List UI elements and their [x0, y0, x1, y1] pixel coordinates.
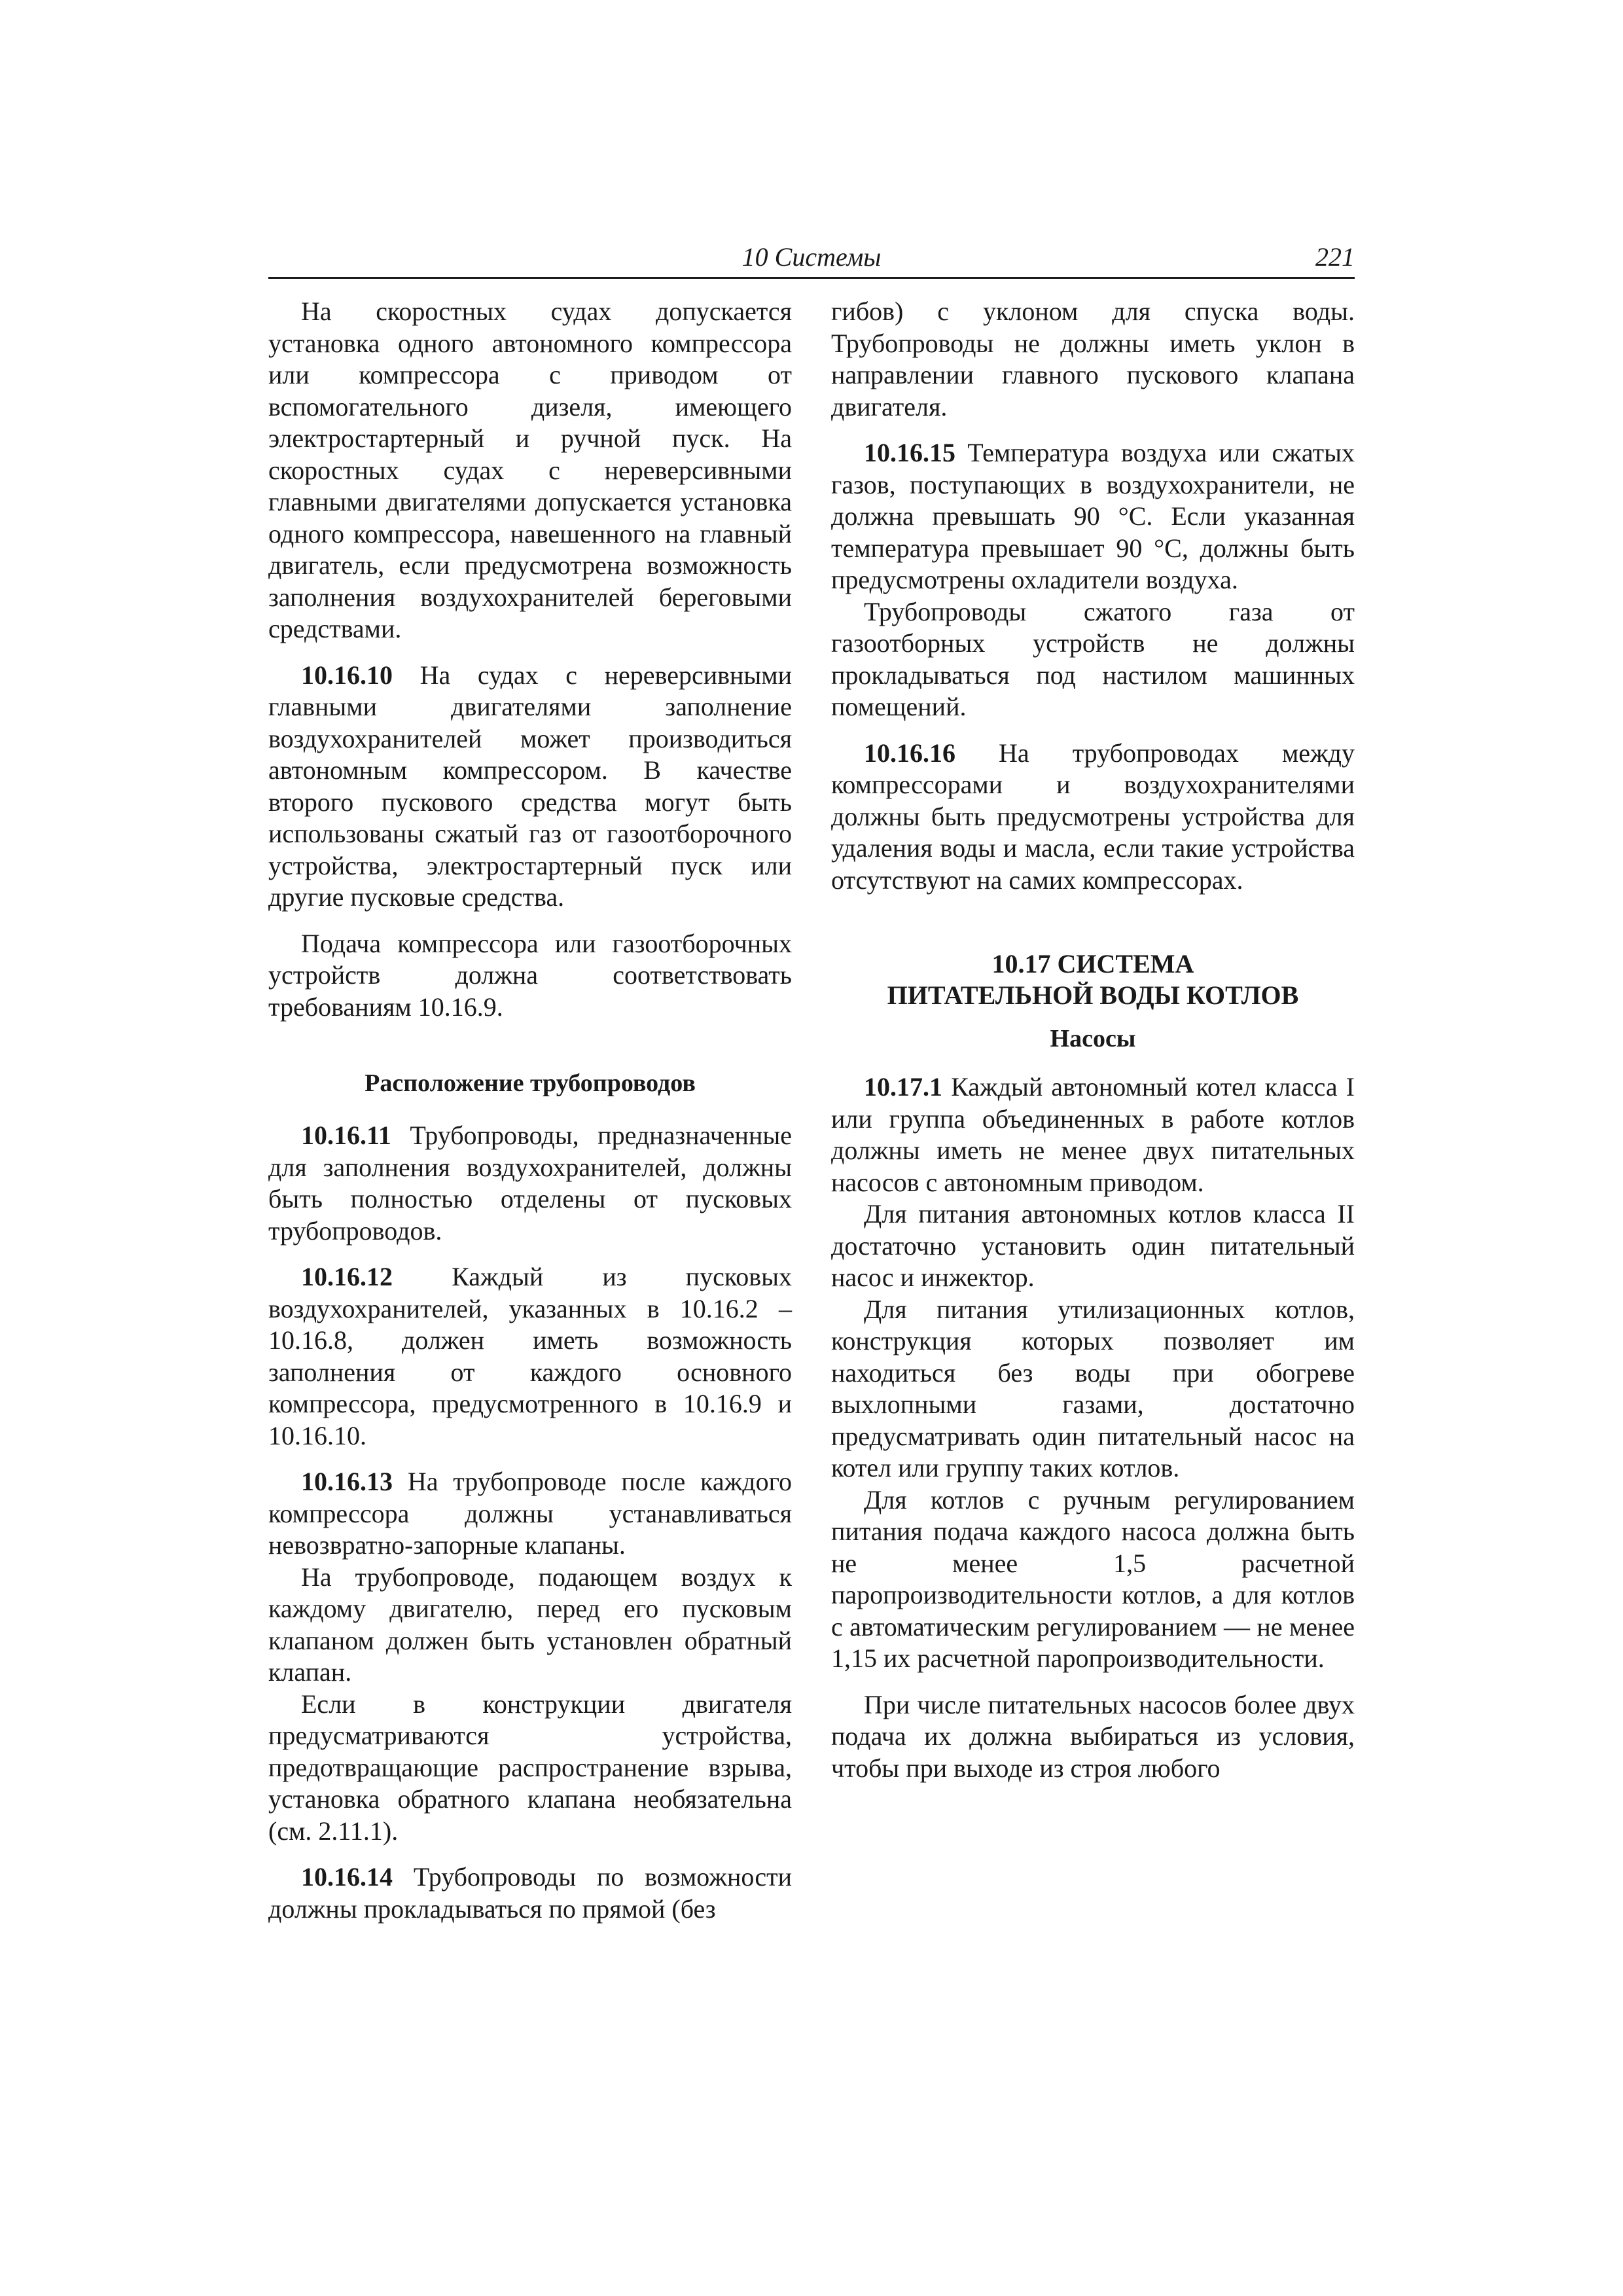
clause-number: 10.17.1 [864, 1072, 942, 1102]
clause-text: Трубопроводы по возможности должны прокладываться по прямой (без [268, 1862, 792, 1924]
paragraph: Подача компрессора или газоотборочных устройств должна соответствовать требованиям 10.16.9. [268, 928, 792, 1022]
paragraph: гибов) с уклоном для спуска воды. Трубопроводы не должны иметь уклон в направлении главного пускового клапана двигателя. [831, 296, 1355, 422]
numbered-paragraph-10-16-16 [831, 738, 1355, 897]
page-header [268, 239, 1355, 279]
section-heading-line: ПИТАТЕЛЬНОЙ ВОДЫ КОТЛОВ [887, 980, 1299, 1010]
numbered-paragraph-10-16-10 [268, 660, 792, 914]
section-heading-line: 10.17 СИСТЕМА [991, 949, 1194, 978]
numbered-paragraph-10-16-12 [268, 1261, 792, 1452]
clause-number: 10.16.16 [864, 738, 955, 768]
numbered-paragraph-10-16-11 [268, 1120, 792, 1247]
paragraph: Для питания автономных котлов класса II достаточно установить один питательный насос и инжектор. [831, 1199, 1355, 1292]
clause-number: 10.16.14 [301, 1862, 393, 1892]
numbered-paragraph-10-16-13 [268, 1466, 792, 1562]
left-column [268, 296, 792, 1925]
section-heading [831, 948, 1355, 1011]
running-title: 10 Системы [741, 242, 882, 272]
clause-number: 10.16.13 [301, 1467, 393, 1496]
clause-text: На трубопроводе после каждого компрессора должны устанавливаться невозвратно-запорные клапаны. [268, 1467, 793, 1560]
paragraph: Для котлов с ручным регулированием питания подача каждого насоса должна быть не менее 1,5 расчетной паропроизводительности котлов, а для котлов с автоматическим регулированием — не менее 1,15 их расчетной паропроизводительности. [831, 1484, 1355, 1673]
paragraph: При числе питательных насосов более двух подача их должна выбираться из условия, чтобы при выходе из строя любого [831, 1689, 1355, 1783]
right-column [831, 296, 1355, 1784]
paragraph: Для питания утилизационных котлов, конструкция которых позволяет им находиться без воды при обогреве выхлопными газами, достаточно предусматривать один питательный насос на котел или группу таких котлов. [831, 1294, 1355, 1482]
subheading-pumps: Насосы [1050, 1025, 1136, 1052]
paragraph: На скоростных судах допускается установка одного автономного компрессора или компрессора с приводом от вспомогательного дизеля, имеющего электростартерный и ручной пуск. На скоростных судах с нереверсивными главными двигателями допускается установка одного компрессора, навешенного на главный двигатель, если предусмотрена возможность заполнения воздухохранителей береговыми средствами. [268, 296, 792, 643]
clause-text: Каждый автономный котел класса I или группа объединенных в работе котлов должны иметь не менее двух питательных насосов с автономным приводом. [831, 1072, 1355, 1197]
subheading-pipe-layout: Расположение трубопроводов [365, 1069, 696, 1097]
numbered-paragraph-10-17-1 [831, 1071, 1355, 1198]
page-number: 221 [1315, 242, 1355, 272]
numbered-paragraph-10-16-15 [831, 437, 1355, 596]
paragraph: Если в конструкции двигателя предусматриваются устройства, предотвращающие распространение взрыва, установка обратного клапана необязательна (см. 2.11.1). [268, 1689, 792, 1846]
clause-text: Трубопроводы, предназначенные для заполнения воздухохранителей, должны быть полностью отделены от пусковых трубопроводов. [268, 1121, 792, 1246]
numbered-paragraph-10-16-14 [268, 1861, 792, 1925]
clause-number: 10.16.11 [301, 1121, 391, 1150]
clause-number: 10.16.12 [301, 1262, 393, 1291]
clause-text: Каждый из пусковых воздухохранителей, указанных в 10.16.2 – 10.16.8, должен иметь возможность заполнения от каждого основного компрессора, предусмотренного в 10.16.9 и 10.16.10. [268, 1262, 792, 1450]
clause-number: 10.16.15 [864, 438, 955, 467]
clause-text: Температура воздуха или сжатых газов, поступающих в воздухохранители, не должна превышать 90 °С. Если указанная температура превышает 90 °С, должны быть предусмотрены охладители воздуха. [831, 438, 1355, 594]
clause-text: На трубопроводах между компрессорами и воздухохранителями должны быть предусмотрены устройства для удаления воды и масла, если такие устройства отсутствуют на самих компрессорах. [831, 738, 1355, 895]
paragraph: На трубопроводе, подающем воздух к каждому двигателю, перед его пусковым клапаном должен быть установлен обратный клапан. [268, 1562, 792, 1687]
clause-text: На судах с нереверсивными главными двигателями заполнение воздухохранителей может производиться автономным компрессором. В качестве второго пускового средства могут быть использованы сжатый газ от газоотборочного устройства, электростартерный пуск или другие пусковые средства. [268, 660, 792, 912]
paragraph: Трубопроводы сжатого газа от газоотборных устройств не должны прокладываться под настилом машинных помещений. [831, 596, 1355, 721]
clause-number: 10.16.10 [301, 660, 393, 690]
